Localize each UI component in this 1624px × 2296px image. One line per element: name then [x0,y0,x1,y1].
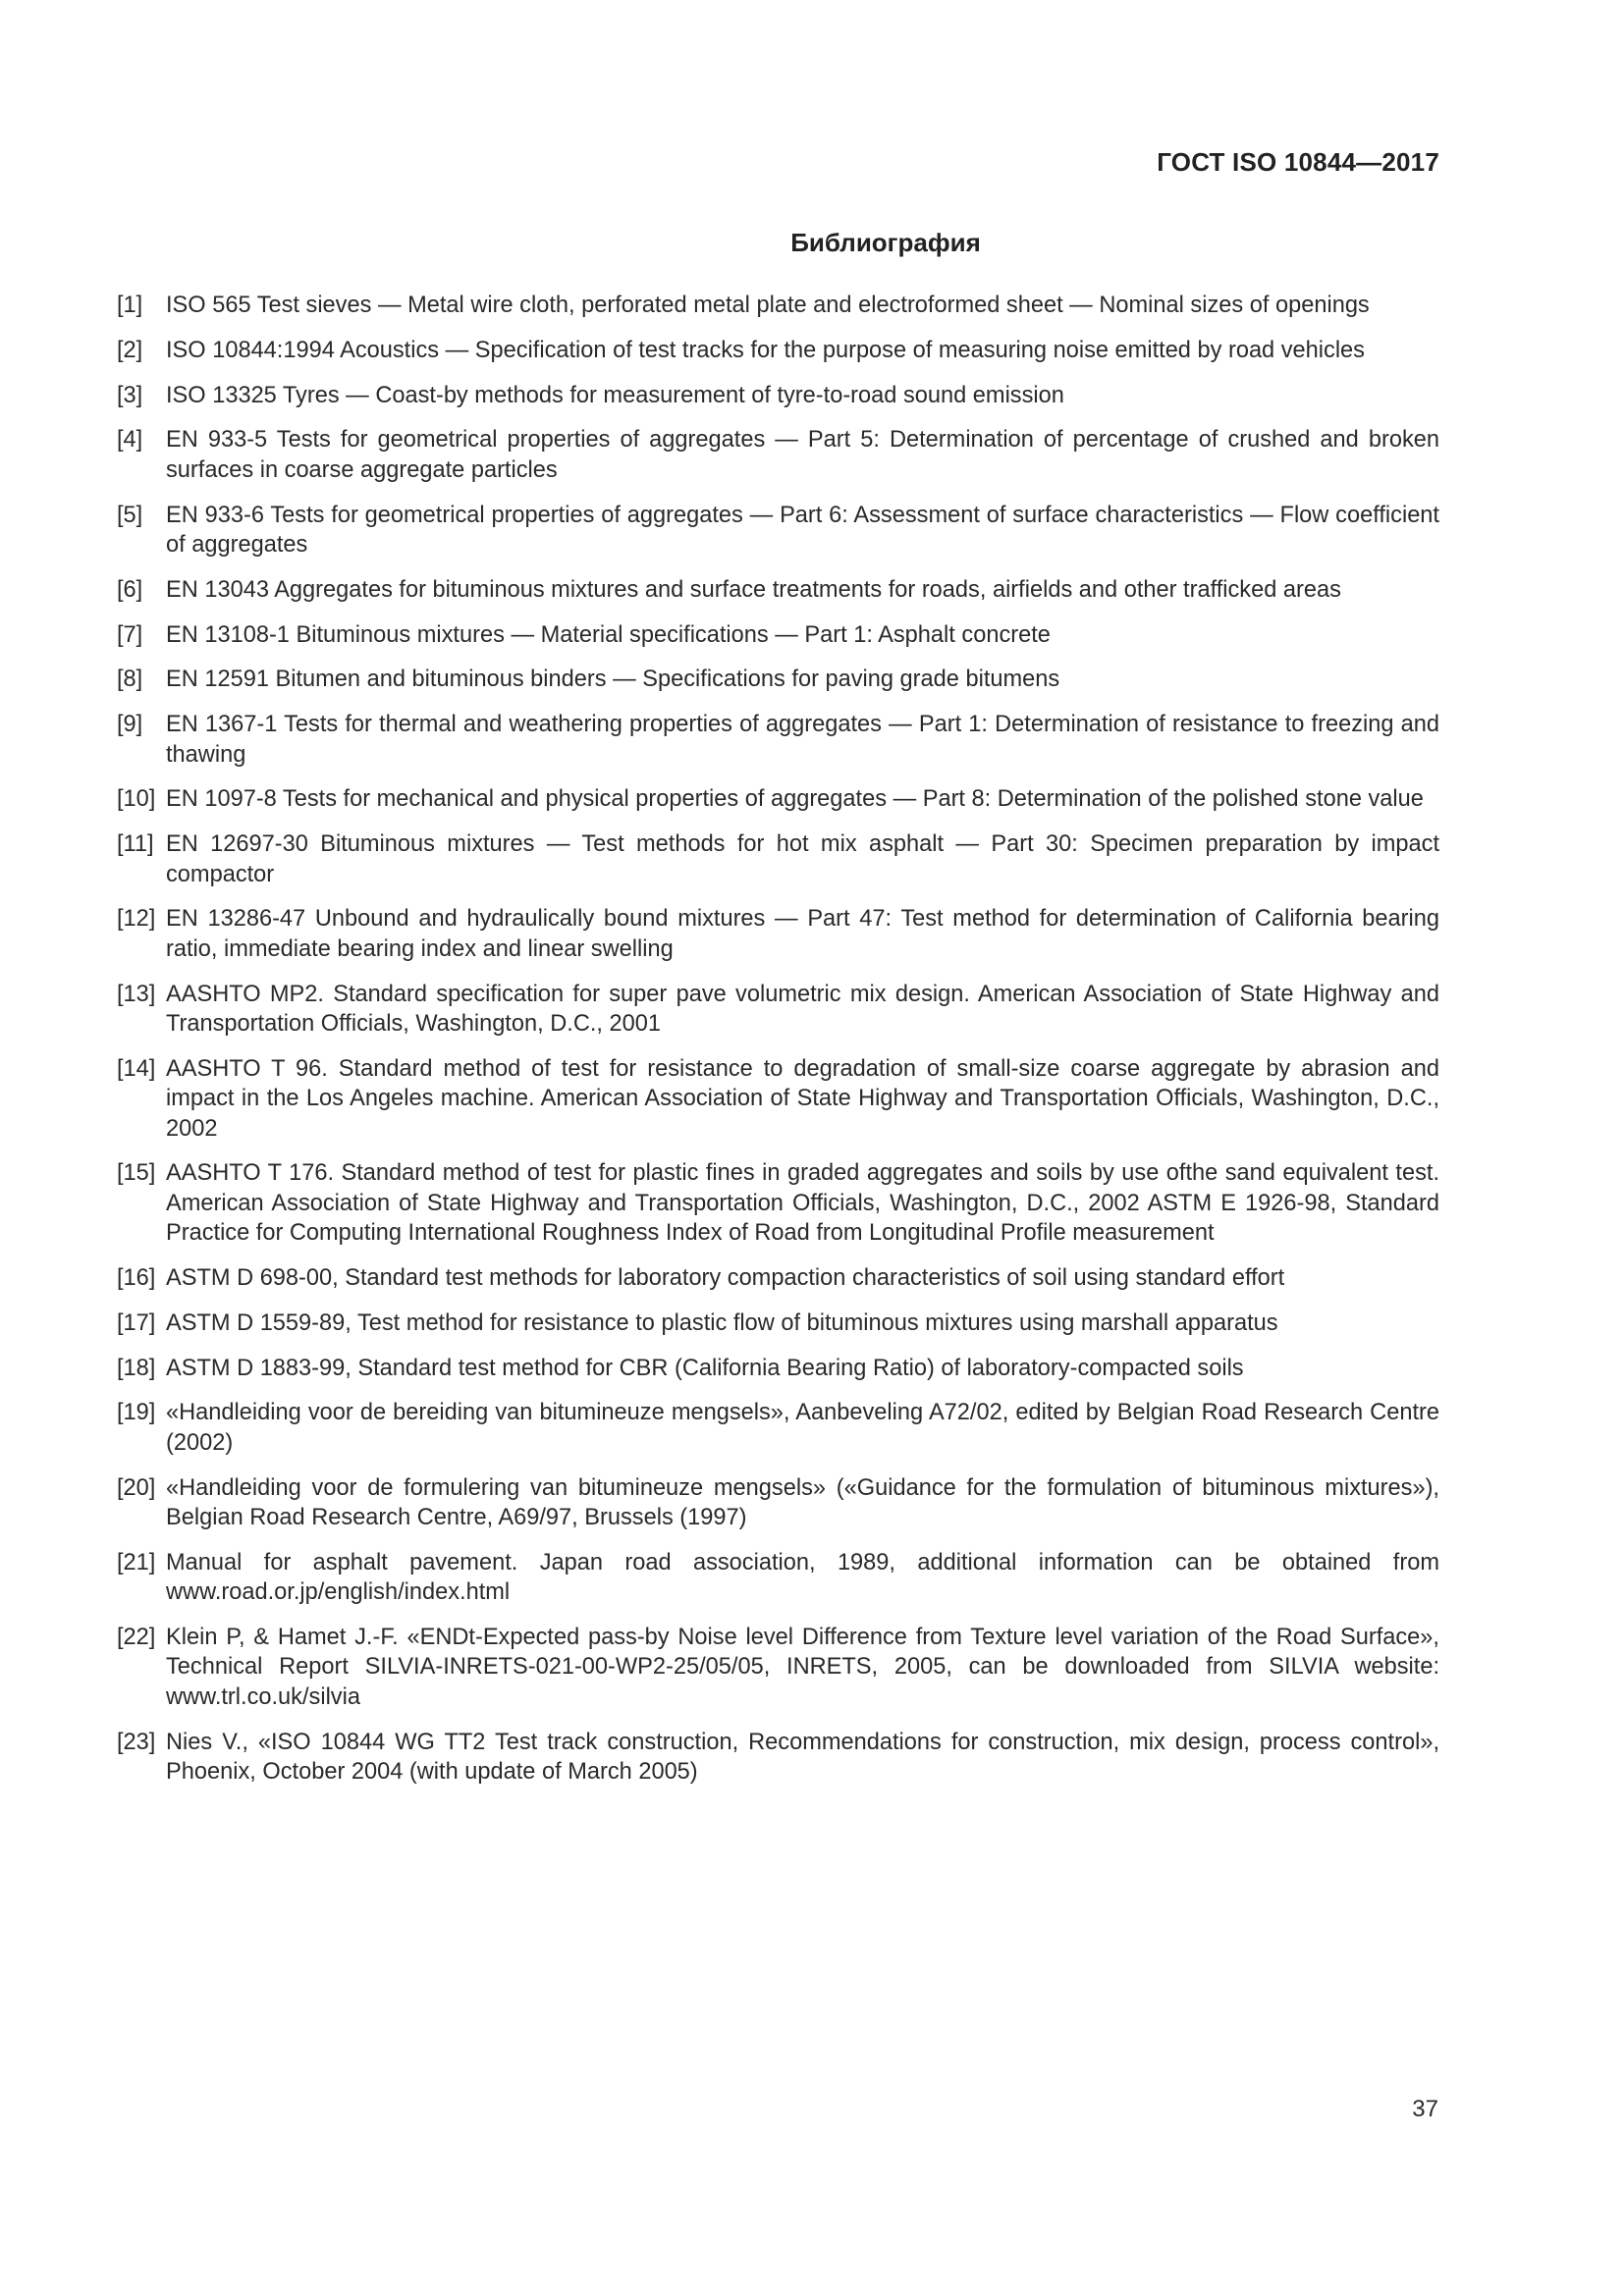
entry-text: EN 12697-30 Bituminous mixtures — Test methods for hot mix asphalt — Part 30: Specimen preparation by impact compactor [166,831,1439,887]
bibliography-entry [117,665,1439,694]
entry-text: EN 13286-47 Unbound and hydraulically bound mixtures — Part 47: Test method for determination of California bearing ratio, immediate bearing index and linear swelling [166,906,1439,962]
bibliography-entry [117,980,1439,1040]
bibliography-entry [117,829,1439,889]
bibliography-entry [117,381,1439,410]
bibliography-entry [117,1354,1439,1383]
entry-text: EN 933-6 Tests for geometrical properties of aggregates — Part 6: Assessment of surface characteristics — Flow coefficient of aggregates [166,502,1439,558]
entry-text: EN 1097-8 Tests for mechanical and physical properties of aggregates — Part 8: Determination of the polished stone value [166,786,1424,813]
entry-number: [22] [117,1625,156,1651]
entry-number: [9] [117,712,143,738]
bibliography-entry [117,1158,1439,1248]
entry-number: [19] [117,1400,156,1426]
entry-text: Manual for asphalt pavement. Japan road association, 1989, additional information can be obtained from www.road.or.jp/english/index.html [166,1549,1439,1606]
entry-text: EN 13043 Aggregates for bituminous mixtures and surface treatments for roads, airfields and other trafficked areas [166,576,1341,603]
bibliography-entry [117,1548,1439,1608]
entry-text: Nies V., «ISO 10844 WG TT2 Test track construction, Recommendations for construction, mix design, process control», Phoenix, October 2004 (with update of March 2005) [166,1729,1439,1786]
entry-text: AASHTO T 96. Standard method of test for resistance to degradation of small-size coarse aggregate by abrasion and impact in the Los Angeles machine. American Association of State Highway and Transportation Officials, Washington, D.C., 2002 [166,1055,1439,1142]
entry-text: AASHTO MP2. Standard specification for super pave volumetric mix design. American Association of State Highway and Transportation Officials, Washington, D.C., 2001 [166,981,1439,1037]
entry-number: [4] [117,427,143,454]
entry-text: ASTM D 698-00, Standard test methods for laboratory compaction characteristics of soil using standard effort [166,1265,1285,1292]
entry-number: [2] [117,337,143,363]
entry-number: [10] [117,786,156,813]
entry-number: [16] [117,1265,156,1292]
bibliography-entry [117,1308,1439,1338]
entry-number: [8] [117,667,143,693]
bibliography-entry [117,710,1439,770]
entry-number: [18] [117,1355,156,1381]
bibliography-title: Библиография [790,228,981,257]
entry-text: EN 13108-1 Bituminous mixtures — Material specifications — Part 1: Asphalt concrete [166,621,1051,648]
bibliography-entry [117,1473,1439,1533]
entry-number: [17] [117,1309,156,1336]
entry-text: ASTM D 1883-99, Standard test method for CBR (California Bearing Ratio) of laboratory-compacted soils [166,1355,1244,1381]
entry-number: [12] [117,906,156,933]
entry-number: [21] [117,1549,156,1575]
entry-number: [20] [117,1474,156,1501]
entry-number: [3] [117,382,143,408]
entry-text: AASHTO T 176. Standard method of test for plastic fines in graded aggregates and soils by use ofthe sand equivalent test. American Association of State Highway and Transportation Officials, Washington, D.C., 2002 ASTM E 1926-98, Standard Practice for Computing International Roughness Index of Road from Longitudinal Profile measurement [166,1160,1439,1247]
entry-text: EN 12591 Bitumen and bituminous binders — Specifications for paving grade bitumens [166,667,1060,693]
entry-text: EN 933-5 Tests for geometrical properties of aggregates — Part 5: Determination of percentage of crushed and broken surfaces in coarse aggregate particles [166,427,1439,483]
bibliography-entry [117,336,1439,365]
entry-text: «Handleiding voor de formulering van bitumineuze mengsels» («Guidance for the formulation of bituminous mixtures»), Belgian Road Research Centre, A69/97, Brussels (1997) [166,1474,1439,1531]
page-number: 37 [1412,2096,1438,2122]
bibliography-entry [117,501,1439,561]
entry-text: ISO 10844:1994 Acoustics — Specification of test tracks for the purpose of measuring noise emitted by road vehicles [166,337,1365,363]
entry-number: [7] [117,621,143,648]
bibliography-entry [117,904,1439,964]
entry-text: «Handleiding voor de bereiding van bitumineuze mengsels», Aanbeveling A72/02, edited by Belgian Road Research Centre (2002) [166,1400,1439,1456]
entry-number: [23] [117,1729,156,1755]
bibliography-entry [117,1054,1439,1144]
entry-text: ASTM D 1559-89, Test method for resistance to plastic flow of bituminous mixtures using marshall apparatus [166,1309,1278,1336]
entry-number: [11] [117,831,154,858]
bibliography-entry [117,620,1439,650]
document-code-header: ГОСТ ISO 10844—2017 [1157,147,1439,177]
entry-text: ISO 13325 Tyres — Coast-by methods for measurement of tyre-to-road sound emission [166,382,1064,408]
bibliography-list [117,291,1439,1802]
entry-number: [13] [117,981,156,1007]
bibliography-entry [117,1263,1439,1293]
entry-number: [15] [117,1160,156,1187]
bibliography-entry [117,1728,1439,1788]
bibliography-entry [117,291,1439,320]
bibliography-entry [117,1623,1439,1712]
entry-number: [1] [117,293,143,318]
bibliography-entry [117,784,1439,814]
bibliography-entry [117,425,1439,485]
entry-number: [5] [117,502,143,528]
bibliography-entry [117,575,1439,605]
entry-text: ISO 565 Test sieves — Metal wire cloth, perforated metal plate and electroformed sheet — Nominal sizes of openings [166,293,1370,318]
entry-text: Klein P, & Hamet J.-F. «ENDt-Expected pass-by Noise level Difference from Texture level variation of the Road Surface», Technical Report SILVIA-INRETS-021-00-WP2-25/05/05, INRETS, 2005, can be downloaded from SILVIA website: www.trl.co.uk/silvia [166,1625,1439,1710]
entry-text: EN 1367-1 Tests for thermal and weathering properties of aggregates — Part 1: Determination of resistance to freezing and thawing [166,712,1439,768]
entry-number: [6] [117,576,143,603]
entry-number: [14] [117,1055,156,1082]
bibliography-entry [117,1398,1439,1458]
